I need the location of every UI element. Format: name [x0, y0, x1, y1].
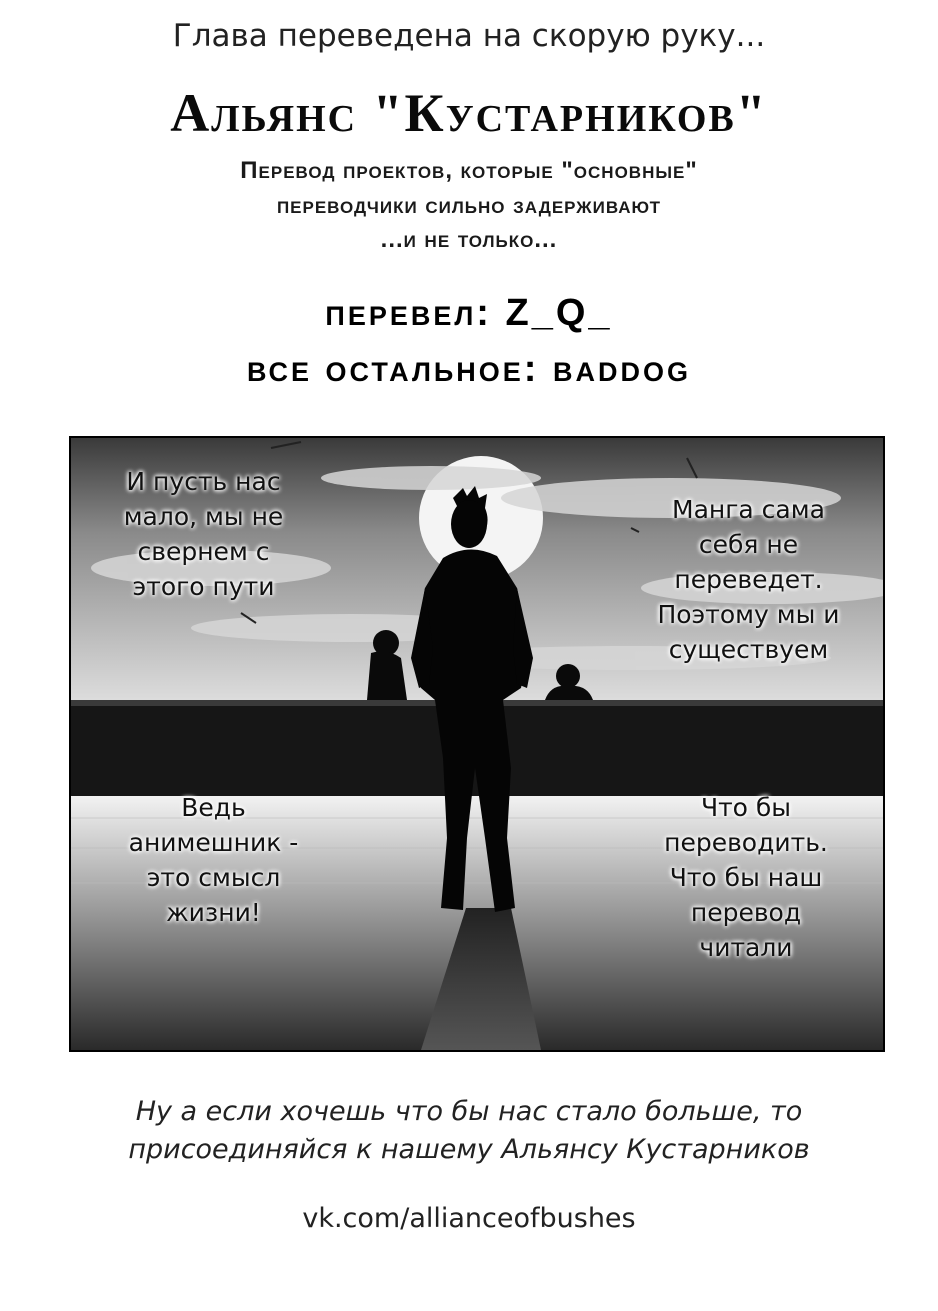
invite-line-1: Ну а если хочешь что бы нас стало больше, то: [135, 1096, 803, 1127]
caption-bottom-left: Ведь анимешник - это смысл жизни!: [128, 793, 299, 927]
caption-bottom-right: Что бы переводить. Что бы наш перевод читали: [664, 793, 828, 962]
other-credit: все остальное: baddog: [246, 348, 692, 390]
caption-top-right: Манга сама себя не переведет. Поэтому мы и существуем: [657, 495, 840, 664]
team-tagline-line-3: ...и не только...: [380, 226, 558, 253]
translator-credit: перевел: Z_Q_: [325, 292, 613, 334]
team-tagline-line-1: Перевод проектов, которые "основные": [240, 157, 698, 184]
team-tagline-line-2: переводчики сильно задерживают: [276, 192, 662, 219]
team-title: Альянс "Кустарников": [170, 83, 768, 143]
caption-top-left: И пусть нас мало, мы не свернем с этого пути: [123, 467, 284, 601]
manga-panel: [69, 436, 885, 1052]
community-link[interactable]: vk.com/allianceofbushes: [302, 1203, 636, 1234]
invite-line-2: присоединяйся к нашему Альянсу Кустарников: [128, 1134, 810, 1165]
chapter-note: Глава переведена на скорую руку...: [172, 18, 766, 54]
